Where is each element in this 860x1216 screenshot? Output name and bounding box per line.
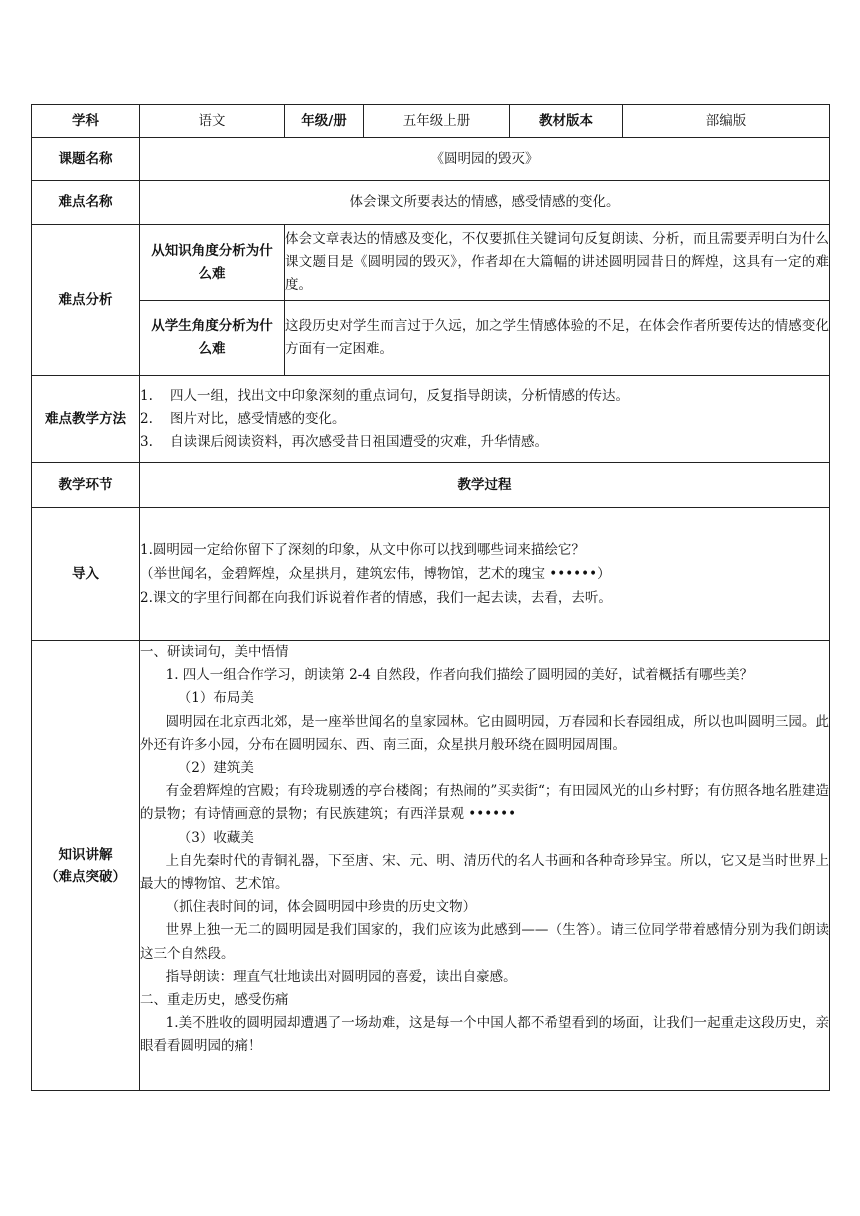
knowledge-angle-label: 从知识角度分析为什么难 xyxy=(140,225,285,301)
lecture-row xyxy=(32,641,830,1091)
grade-label: 年级/册 xyxy=(285,105,364,138)
process-header-row xyxy=(32,463,830,508)
lecture-label-sub: （难点突破） xyxy=(45,868,126,885)
lecture-paragraph: 指导朗读：理直气壮地读出对圆明园的喜爱，读出自豪感。 xyxy=(165,968,517,985)
intro-line: 2.课文的字里行间都在向我们诉说着作者的情感，我们一起去读，去看，去听。 xyxy=(140,590,612,606)
section-heading: 一、研读词句，美中悟情 xyxy=(140,644,289,660)
process-label: 教学环节 xyxy=(32,463,140,508)
topic-value: 《圆明园的毁灭》 xyxy=(140,138,830,181)
intro-content xyxy=(140,508,830,641)
lecture-label xyxy=(32,641,140,1091)
methods-row xyxy=(32,376,830,463)
header-row xyxy=(32,105,830,138)
subheading: （3）收藏美 xyxy=(177,829,254,846)
process-value: 教学过程 xyxy=(140,463,830,508)
lecture-paragraph: 世界上独一无二的圆明园是我们国家的，我们应该为此感到——（生答）。请三位同学带着感情分别为我们朗读这三个自然段。 xyxy=(140,922,829,962)
methods-label: 难点教学方法 xyxy=(32,376,140,463)
difficulty-label: 难点名称 xyxy=(32,181,140,225)
subheading: （2）建筑美 xyxy=(177,760,254,777)
topic-row xyxy=(32,138,830,181)
analysis-student-row xyxy=(32,301,830,376)
topic-label: 课题名称 xyxy=(32,138,140,181)
lecture-paragraph: 有金碧辉煌的宫殿；有玲珑剔透的亭台楼阁；有热闹的”买卖街“；有田园风光的山乡村野；有仿照各地名胜建造的景物；有诗情画意的景物；有民族建筑；有西洋景观 •••••• xyxy=(140,783,829,823)
subheading: （1）布局美 xyxy=(177,690,254,707)
subject-label: 学科 xyxy=(32,105,140,138)
edition-value: 部编版 xyxy=(623,105,830,138)
intro-row xyxy=(32,508,830,641)
lecture-paragraph: 上自先秦时代的青铜礼器，下至唐、宋、元、明、清历代的名人书画和各种奇珍异宝。所以，它又是当时世界上最大的博物馆、艺术馆。 xyxy=(140,852,829,893)
intro-label: 导入 xyxy=(32,508,140,641)
lecture-paragraph: 1. 四人一组合作学习，朗读第 2-4 自然段，作者向我们描绘了圆明园的美好，试着概括有哪些美？ xyxy=(165,667,754,684)
methods-list xyxy=(140,376,830,463)
difficulty-row xyxy=(32,181,830,225)
section-heading: 二、重走历史，感受伤痛 xyxy=(140,992,289,1009)
lesson-plan-table xyxy=(31,104,830,1091)
difficulty-value: 体会课文所要表达的情感，感受情感的变化。 xyxy=(140,181,830,225)
student-angle-label: 从学生角度分析为什么难 xyxy=(140,301,285,376)
knowledge-angle-text: 体会文章表达的情感及变化，不仅要抓住关键词句反复朗读、分析，而且需要弄明白为什么课文题目是《圆明园的毁灭》，作者却在大篇幅的讲述圆明园昔日的辉煌，这具有一定的难度。 xyxy=(285,225,830,301)
subject-value: 语文 xyxy=(140,105,285,138)
analysis-knowledge-row xyxy=(32,225,830,301)
edition-label: 教材版本 xyxy=(510,105,623,138)
grade-value: 五年级上册 xyxy=(364,105,510,138)
lecture-content xyxy=(140,641,830,1091)
method-item: 3. 自读课后阅读资料，再次感受昔日祖国遭受的灾难，升华情感。 xyxy=(140,433,548,450)
lecture-paragraph: 1.美不胜收的圆明园却遭遇了一场劫难，这是每一个中国人都不希望看到的场面，让我们一起重走这段历史，亲眼看看圆明园的痛！ xyxy=(140,1015,829,1055)
student-angle-text: 这段历史对学生而言过于久远，加之学生情感体验的不足，在体会作者所要传达的情感变化方面有一定困难。 xyxy=(285,301,830,376)
analysis-label: 难点分析 xyxy=(32,225,140,376)
lecture-label-main: 知识讲解 xyxy=(58,846,113,863)
intro-line: 1.圆明园一定给你留下了深刻的印象，从文中你可以找到哪些词来描绘它？ xyxy=(140,542,585,558)
method-item: 2. 图片对比，感受情感的变化。 xyxy=(140,410,346,427)
lecture-note: （抓住表时间的词，体会圆明园中珍贵的历史文物） xyxy=(165,899,477,916)
lecture-paragraph: 圆明园在北京西北郊，是一座举世闻名的皇家园林。它由圆明园，万春园和长春园组成，所以也叫圆明三园。此外还有许多小园，分布在圆明园东、西、南三面，众星拱月般环绕在圆明园周围。 xyxy=(140,713,829,753)
method-item: 1. 四人一组，找出文中印象深刻的重点词句，反复指导朗读，分析情感的传达。 xyxy=(140,387,629,404)
intro-line: （举世闻名，金碧辉煌，众星拱月，建筑宏伟，博物馆，艺术的瑰宝 ••••••） xyxy=(140,566,611,582)
